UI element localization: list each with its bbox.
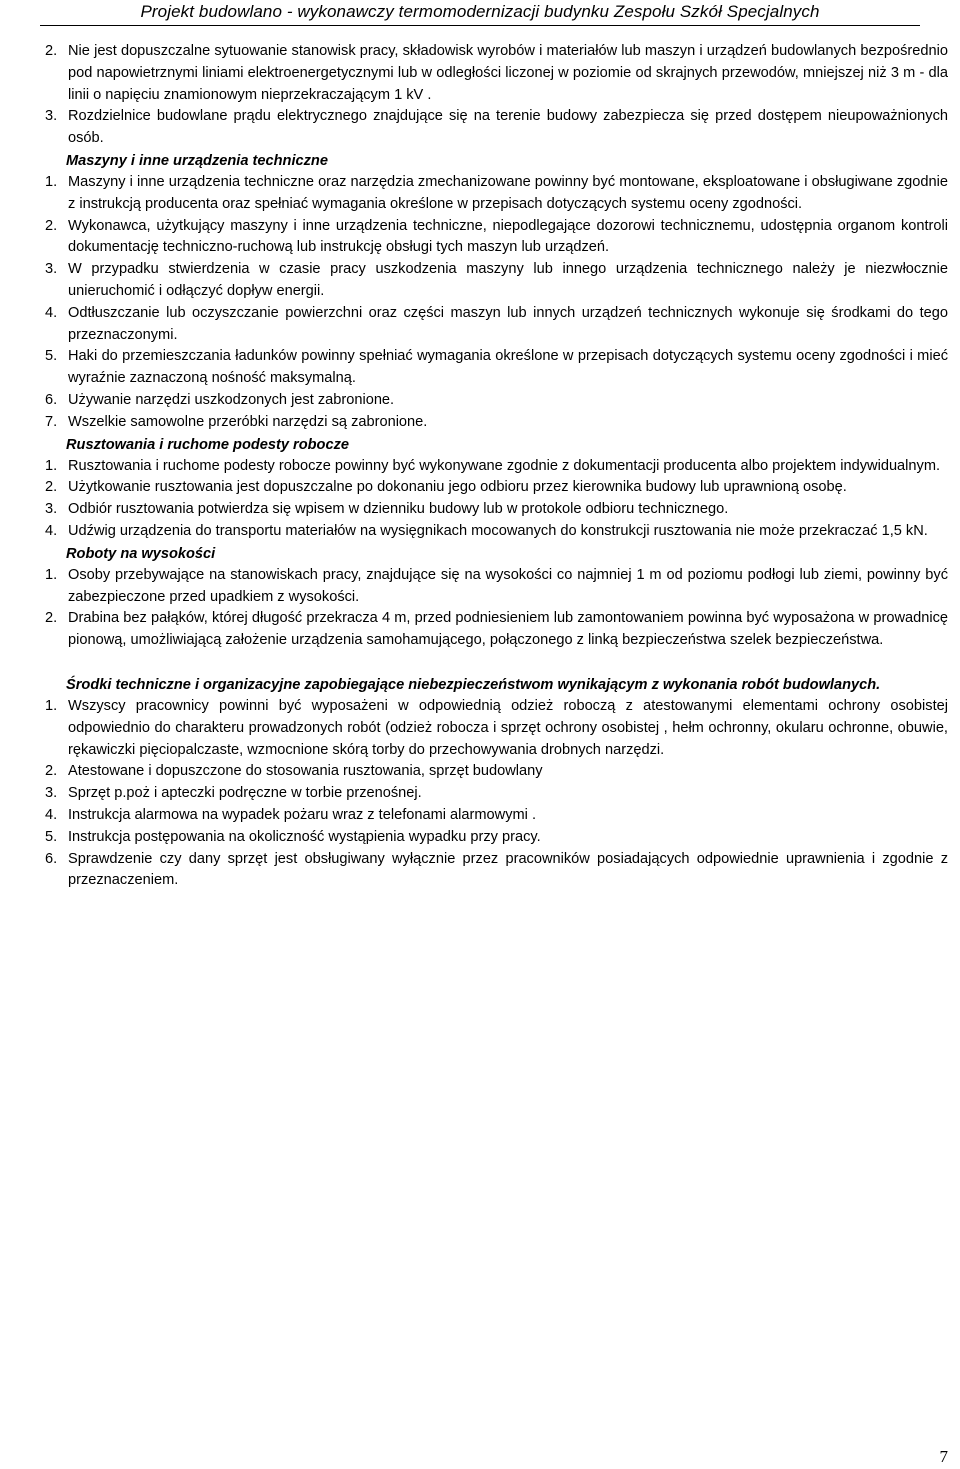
spacer — [45, 652, 948, 674]
list-item — [45, 259, 948, 303]
item-number: 2. — [45, 763, 58, 780]
item-text: Maszyny i inne urządzenia techniczne oraz narzędzia zmechanizowane powinny być montowane, eksploatowane i obsługiwane zgodnie z instrukcją producenta oraz spełniać wymagania określone w przepisach dotyczących systemu oceny zgodności. — [68, 173, 948, 212]
list-item — [45, 499, 948, 521]
item-text: Instrukcja postępowania na okoliczność wystąpienia wypadku przy pracy. — [68, 828, 541, 845]
item-text: Wykonawca, użytkujący maszyny i inne urządzenia techniczne, niepodlegające dozorowi technicznemu, udostępnia organom kontroli dokumentację techniczno-ruchową lub instrukcję obsługi tych maszyn lub urządzeń. — [68, 217, 948, 256]
machines-list — [45, 172, 948, 434]
list-item — [45, 412, 948, 434]
item-number: 2. — [45, 217, 58, 234]
item-number: 3. — [45, 108, 58, 125]
item-text: Odbiór rusztowania potwierdza się wpisem w dzienniku budowy lub w protokole odbioru technicznego. — [68, 501, 729, 518]
item-number: 2. — [45, 43, 58, 59]
item-text: Wszyscy pracownicy powinni być wyposażeni w odpowiednią odzież roboczą z atestowanymi elementami ochrony osobistej odpowiednio do charakteru prowadzonych robót (odzież robocza i sprzęt ochrony osobistej , hełm ochronny, okularu ochronne, obuwie, rękawiczki pięciopalczaste, wzmocnione skórą torby do przechowywania drobnych narzędzi. — [68, 697, 948, 758]
item-number: 3. — [45, 785, 58, 802]
scaffolding-list — [45, 456, 948, 543]
page-number: 7 — [939, 1447, 948, 1466]
list-item — [45, 106, 948, 150]
section-title-safety-measures: Środki techniczne i organizacyjne zapobiegające niebezpieczeństwom wynikającym z wykonania robót budowlanych. — [66, 676, 881, 693]
header-title: Projekt budowlano - wykonawczy termomodernizacji budynku Zespołu Szkół Specjalnych — [140, 2, 820, 21]
section-title-scaffolding: Rusztowania i ruchome podesty robocze — [66, 436, 350, 453]
item-text: Sprzęt p.poż i apteczki podręczne w torbie przenośnej. — [68, 785, 422, 802]
item-text: Haki do przemieszczania ładunków powinny spełniać wymagania określone w przepisach dotyczących systemu oceny zgodności i mieć wyraźnie zaznaczoną nośność maksymalną. — [68, 348, 948, 387]
list-item — [45, 827, 948, 849]
list-item — [45, 456, 948, 478]
safety-measures-list — [45, 696, 948, 892]
item-text: Wszelkie samowolne przeróbki narzędzi są zabronione. — [68, 413, 428, 430]
document-body — [45, 41, 948, 892]
list-item — [45, 172, 948, 216]
heights-list — [45, 565, 948, 652]
item-number: 4. — [45, 522, 58, 539]
list-item — [45, 608, 948, 652]
item-text: Osoby przebywające na stanowiskach pracy, znajdujące się na wysokości co najmniej 1 m od poziomu podłogi lub ziemi, powinny być zabezpieczone przed upadkiem z wysokości. — [68, 566, 948, 605]
item-number: 2. — [45, 479, 58, 496]
item-number: 5. — [45, 348, 58, 365]
item-number: 1. — [45, 566, 58, 583]
item-number: 1. — [45, 457, 58, 474]
item-number: 1. — [45, 173, 58, 190]
item-number: 4. — [45, 304, 58, 321]
item-number: 4. — [45, 806, 58, 823]
list-item — [45, 761, 948, 783]
item-text: Rusztowania i ruchome podesty robocze powinny być wykonywane zgodnie z dokumentacji producenta albo projektem indywidualnym. — [68, 457, 941, 474]
list-item — [45, 303, 948, 347]
item-number: 6. — [45, 850, 58, 867]
list-item — [45, 849, 948, 893]
item-text: Odtłuszczanie lub oczyszczanie powierzchni oraz części maszyn lub innych urządzeń technicznych wykonuje się środkami do tego przeznaczonymi. — [68, 304, 948, 343]
list-item — [45, 477, 948, 499]
item-text: Udźwig urządzenia do transportu materiałów na wysięgnikach mocowanych do konstrukcji rusztowania nie może przekraczać 1,5 kN. — [68, 522, 928, 539]
item-number: 5. — [45, 828, 58, 845]
list-item — [45, 41, 948, 106]
item-number: 7. — [45, 413, 58, 430]
list-item — [45, 216, 948, 260]
item-text: Drabina bez pałąków, której długość przekracza 4 m, przed podniesieniem lub zamontowaniem powinna być wyposażona w prowadnicę pionową, umożliwiającą założenie urządzenia samohamującego, połączonego z linką bezpieczeństwa szelek bezpieczeństwa. — [68, 610, 948, 649]
list-item — [45, 696, 948, 761]
page-header — [40, 2, 920, 26]
list-item — [45, 805, 948, 827]
item-text: Atestowane i dopuszczone do stosowania rusztowania, sprzęt budowlany — [68, 763, 543, 780]
item-number: 3. — [45, 501, 58, 518]
item-number: 6. — [45, 391, 58, 408]
item-text: Instrukcja alarmowa na wypadek pożaru wraz z telefonami alarmowymi . — [68, 806, 536, 823]
item-text: W przypadku stwierdzenia w czasie pracy uszkodzenia maszyny lub innego urządzenia technicznego należy je niezwłocznie unieruchomić i odłączyć dopływ energii. — [68, 261, 948, 299]
item-text: Sprawdzenie czy dany sprzęt jest obsługiwany wyłącznie przez pracowników posiadających odpowiednie uprawnienia i zgodnie z przeznaczeniem. — [68, 850, 948, 889]
item-text: Nie jest dopuszczalne sytuowanie stanowisk pracy, składowisk wyrobów i materiałów lub maszyn i urządzeń budowlanych bezpośrednio pod napowietrznymi liniami elektroenergetycznymi lub w odległości liczonej w poziomie od skrajnych przewodów, mniejszej niż 3 m - dla linii o napięciu znamionowym nieprzekraczającym 1 kV . — [68, 43, 948, 103]
list-item — [45, 346, 948, 390]
item-text: Rozdzielnice budowlane prądu elektrycznego znajdujące się na terenie budowy zabezpiecza się przed dostępem nieupoważnionych osób. — [68, 108, 948, 147]
item-text: Użytkowanie rusztowania jest dopuszczalne po dokonaniu jego odbioru przez kierownika budowy lub uprawnioną osobę. — [68, 479, 847, 496]
section-title-machines: Maszyny i inne urządzenia techniczne — [66, 152, 328, 169]
item-number: 3. — [45, 261, 58, 278]
list-item — [45, 390, 948, 412]
list-item — [45, 521, 948, 543]
item-number: 1. — [45, 697, 58, 714]
list-item — [45, 783, 948, 805]
item-text: Używanie narzędzi uszkodzonych jest zabronione. — [68, 391, 395, 408]
list-item — [45, 565, 948, 609]
intro-list — [45, 41, 948, 150]
item-number: 2. — [45, 610, 58, 627]
section-title-heights: Roboty na wysokości — [66, 545, 216, 562]
